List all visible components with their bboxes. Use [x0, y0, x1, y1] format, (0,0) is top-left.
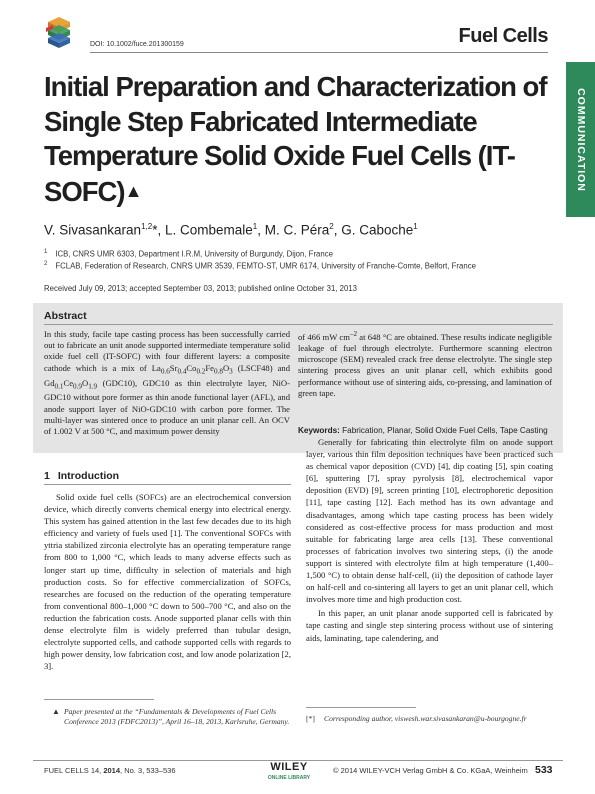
footnote-divider: [44, 699, 154, 700]
subscript: 0.1: [54, 382, 64, 391]
abstract-text-right: [298, 329, 552, 399]
article-title-text: Initial Preparation and Characterization of Single Step Fabricated Intermediate Temperature Solid Oxide Fuel Cells (IT-SOFC): [44, 71, 547, 207]
abstract-text: at 648 °C are obtained. These results indicate negligible leakage of fuel through electrolyte. Furthermore scanning electron microscope (SEM) revealed crack free dense electrolyte. The single step sintering process gives an unit planar cell, which exhibits good performance without use of sintering aids, co-pressing, and lamination of green tape.: [298, 331, 552, 398]
author-name: V. Sivasankaran: [44, 222, 142, 238]
subscript: 1.9: [88, 382, 98, 391]
affiliation-2: [44, 261, 476, 271]
author-affiliation-mark: 1,2: [141, 222, 153, 231]
author-name: G. Caboche: [341, 222, 414, 238]
doi-text: DOI: 10.1002/fuce.201300159: [90, 41, 184, 48]
subscript: 0.6: [160, 367, 170, 376]
abstract-text: O: [222, 362, 230, 373]
abstract-text-left: [44, 329, 290, 437]
body-column-right: [306, 436, 553, 644]
affiliation-1: [44, 249, 333, 259]
abstract-text: Ce: [63, 377, 74, 388]
corresponding-author-footnote: Corresponding author, viswesh.war.sivasankaran@u-bourgogne.fr: [324, 714, 527, 723]
abstract-divider: [44, 324, 553, 325]
footnote-divider: [306, 707, 416, 708]
subscript: 0.4: [177, 367, 187, 376]
body-paragraph: Generally for fabricating thin electrolyte film on anode support layer, various thin film deposition techniques have been practiced such as chemical vapor deposition (CVD) [4], dip coating [5], spin coating [6], sputtering [7], spray pyrolysis [8], electrochemical vapor deposition (EVD) [9], screen printing [10], electrophoretic deposition [11], tape casting [12]. Each method has its own advantage and disadvantages, among which tape casting process has been widely considered as cost-effective process for mass production and most suitable for fabricating large area cells [13]. These conventional processes of fabrication involves two sintering steps, (i) the anode support is sintered with electrolyte film at high temperature (1,400–1,500 °C) to obtain dense half-cell, (ii) the deposition of cathode layer on half-cell and co-sintering all layers to get an unit planar cell, which involves more time and high production cost.: [306, 437, 553, 605]
publication-dates: Received July 09, 2013; accepted September 03, 2013; published online October 31, 2013: [44, 284, 357, 293]
article-type-tab: [566, 62, 595, 217]
article-type-label: COMMUNICATION: [574, 87, 587, 192]
section-number: 1: [44, 470, 50, 482]
author-affiliation-mark: 2: [329, 222, 334, 231]
keywords: [298, 426, 552, 437]
abstract-text: In this study, facile tape casting process has been successfully carried out to fabricate an unit anode supported intermediate temperature solid oxide fuel cell (IT-SOFC) with four different layers: a composite cathode which is a mix of La: [44, 329, 290, 373]
body-paragraph: Solid oxide fuel cells (SOFCs) are an electrochemical conversion device, which directly converts chemical energy into electrical energy. This system has gained attention in the last few decades due to its high efficiency and variety of fuels used [1]. The conventional SOFCs with yttria stabilized zirconia electrolyte has an operating temperature range from 800 to 1,000 °C, which leads to many adverse effects such as longer start up time, difficulty in selection of materials and high production costs. So for effective commercialization of SOFCs, researches are focused on the reduction of the operating temperature from conventional 800–1,000 °C down to 500–700 °C, and also on the reduction the fabrication costs. Anode supported planar cells with thin dense electrolyte film is widely preferred than tubular design, electrolyte supported cells, and cathode supported cells with regards to high power density, low fabrication cost, and low anode polarization [2, 3].: [44, 492, 291, 672]
footnote-mark: ▲: [52, 707, 60, 716]
author-affiliation-mark: 1: [413, 222, 418, 231]
author-name: L. Combemale: [164, 222, 253, 238]
section-title: Introduction: [57, 470, 120, 482]
section-divider: [44, 484, 291, 485]
affiliation-number: 2: [44, 261, 48, 267]
citation-issue: , No. 3, 533–536: [120, 766, 176, 775]
abstract-text: of 466 mW cm: [298, 331, 350, 342]
affiliation-number: 1: [44, 249, 48, 255]
affiliation-text: FCLAB, Federation of Research, CNRS UMR 3539, FEMTO-ST, UMR 6174, University of Franche-Comte, Belfort, France: [55, 261, 476, 271]
abstract-text: O: [81, 377, 89, 388]
keywords-list: Fabrication, Planar, Solid Oxide Fuel Cells, Tape Casting: [339, 426, 548, 435]
body-paragraph: In this paper, an unit planar anode supported cell is fabricated by tape casting and single step sintering process without use of sintering aids, laminating, tape calendering, and: [306, 608, 553, 643]
page-number: 533: [535, 764, 553, 776]
footnote-mark: [*]: [306, 714, 315, 723]
journal-logo-icon: [44, 14, 74, 52]
abstract-text: (GDC10), GDC10 as thin electrolyte layer, NiO-GDC10 without pore former as thin anode functional layer (AFL), and anode support layer of NiO-GDC10 with carbon pore former. The multi-layer was sintered once to produce an unit planar cell. An OCV of 1.002 V at 500 °C, and maximum power density: [44, 377, 290, 437]
body-column-left: [44, 491, 291, 672]
corresponding-author-mark: *: [152, 222, 158, 238]
wiley-logo[interactable]: [260, 761, 318, 787]
journal-name: Fuel Cells: [458, 25, 548, 47]
wiley-logo-subtext: ONLINE LIBRARY: [267, 775, 311, 781]
abstract-text: Co: [186, 362, 197, 373]
subscript: 0.9: [73, 382, 82, 391]
section-heading-introduction: [44, 470, 119, 482]
superscript: –2: [349, 330, 358, 338]
copyright-text: © 2014 WILEY-VCH Verlag GmbH & Co. KGaA, Weinheim: [333, 766, 528, 775]
affiliation-text: ICB, CNRS UMR 6303, Department I.R.M, University of Burgundy, Dijon, France: [55, 249, 333, 259]
subscript: 0.8: [213, 367, 223, 376]
abstract-heading: Abstract: [44, 310, 87, 322]
wiley-logo-text: WILEY: [270, 761, 308, 773]
article-title: [44, 70, 554, 209]
citation-year: 2014: [103, 766, 121, 775]
abstract-text: (LSCF48) and Gd: [44, 362, 290, 388]
citation-journal: FUEL CELLS 14,: [44, 766, 102, 775]
conference-footnote: Paper presented at the “Fundamentals & Developments of Fuel Cells Conference 2013 (FDFC2013)”, April 16–18, 2013, Karlsruhe, Germany.: [64, 707, 290, 727]
journal-citation: [44, 766, 176, 775]
subscript: 3: [229, 367, 233, 376]
abstract-text: Sr: [169, 362, 178, 373]
title-footnote-mark: ▲: [124, 180, 142, 201]
abstract-text: Fe: [205, 362, 214, 373]
keywords-label: Keywords:: [298, 426, 340, 435]
author-name: M. C. Péra: [264, 222, 330, 238]
header-divider: [90, 52, 548, 53]
subscript: 0.2: [196, 367, 206, 376]
author-list: V. Sivasankaran$^{1,2}$*, L. Combemale$^1$, M. C. Péra$^2$, G. Caboche$^1$: [44, 222, 418, 238]
author-affiliation-mark: 1: [252, 222, 258, 231]
